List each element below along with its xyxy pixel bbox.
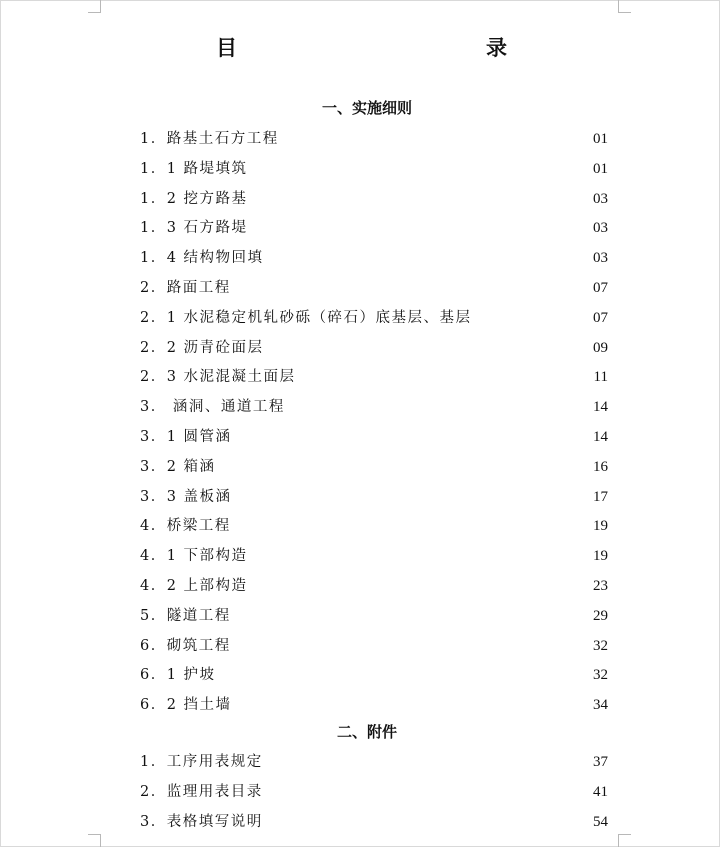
dot-leader: [250, 188, 582, 210]
crop-mark-top-right: [618, 0, 631, 13]
toc-entry[interactable]: [140, 605, 608, 627]
crop-mark-top-left: [88, 0, 101, 13]
toc-entry-label: 5．隧道工程: [140, 607, 231, 624]
toc-entry-label: 3． 涵洞、通道工程: [140, 399, 285, 416]
toc-entry-label: 1．4 结构物回填: [140, 250, 264, 267]
toc-entry-label: 3．3 盖板涵: [140, 488, 232, 505]
toc-entry-page-number: 03: [593, 250, 608, 267]
toc-entry-label: 2．3 水泥混凝土面层: [140, 369, 296, 386]
dot-leader: [233, 277, 582, 299]
dot-leader: [250, 575, 582, 597]
toc-entry-label: 2．路面工程: [140, 280, 231, 296]
dot-leader: [281, 128, 582, 150]
toc-entry-label: 1．2 挖方路基: [140, 190, 248, 207]
toc-entry[interactable]: [140, 486, 608, 508]
toc-entry[interactable]: [140, 664, 608, 686]
dot-leader: [234, 426, 582, 448]
toc-entry-page-number: 54: [593, 813, 608, 830]
dot-leader: [298, 366, 582, 388]
toc-entry[interactable]: [140, 635, 608, 657]
toc-entry[interactable]: [140, 694, 608, 716]
toc-entry-page-number: 29: [593, 607, 608, 624]
toc-entry[interactable]: [140, 158, 608, 180]
dot-leader: [218, 456, 582, 478]
dot-leader: [250, 158, 582, 180]
dot-leader: [233, 515, 582, 537]
dot-leader: [233, 635, 582, 657]
toc-entry-page-number: 07: [593, 280, 608, 296]
dot-leader: [234, 486, 582, 508]
toc-entry[interactable]: [140, 128, 608, 150]
toc-entry-label: 3．表格填写说明: [140, 813, 263, 830]
toc-entry-page-number: 03: [593, 220, 608, 237]
title-left-char: 目: [216, 36, 237, 60]
toc-entry-label: 2．1 水泥稳定机轧砂砾（碎石）底基层、基层: [140, 309, 472, 326]
toc-entry[interactable]: [140, 781, 608, 803]
toc-entry-page-number: 34: [593, 697, 608, 714]
toc-entry-page-number: 01: [593, 131, 608, 147]
dot-leader: [250, 217, 582, 239]
dot-leader: [265, 781, 582, 803]
toc-entry-page-number: 32: [593, 637, 608, 654]
toc-entry[interactable]: [140, 575, 608, 597]
toc-entry[interactable]: [140, 277, 608, 299]
dot-leader: [233, 605, 582, 627]
toc-entry-page-number: 03: [593, 190, 608, 207]
toc-entry[interactable]: [140, 188, 608, 210]
toc-entry[interactable]: [140, 426, 608, 448]
toc-entry[interactable]: [140, 396, 608, 418]
dot-leader: [287, 396, 582, 418]
dot-leader: [266, 247, 582, 269]
toc-entry[interactable]: [140, 337, 608, 359]
toc-entry-page-number: 23: [593, 578, 608, 594]
toc-entry-label: 6．1 护坡: [140, 667, 216, 684]
toc-entry[interactable]: [140, 217, 608, 239]
toc-entry[interactable]: [140, 751, 608, 773]
toc-entry-page-number: 07: [593, 309, 608, 326]
toc-entry-label: 4．2 上部构造: [140, 578, 248, 594]
dot-leader: [265, 811, 582, 833]
toc-entry-page-number: 09: [593, 339, 608, 356]
toc-entry[interactable]: [140, 307, 608, 329]
toc-entry[interactable]: [140, 515, 608, 537]
toc-entry-page-number: 01: [593, 160, 608, 177]
toc-entry-page-number: 14: [593, 399, 608, 416]
toc-entry-label: 6．2 挡土墙: [140, 697, 232, 714]
toc-entry[interactable]: [140, 811, 608, 833]
toc-entry-label: 2．2 沥青砼面层: [140, 339, 264, 356]
crop-mark-bottom-left: [88, 834, 101, 847]
title-right-char: 录: [486, 36, 507, 60]
toc-entry-label: 1．1 路堤填筑: [140, 160, 248, 177]
toc-entry-label: 6．砌筑工程: [140, 637, 231, 654]
dot-leader: [234, 694, 582, 716]
toc-entry[interactable]: [140, 247, 608, 269]
toc-entry-label: 1．工序用表规定: [140, 754, 263, 770]
dot-leader: [266, 337, 582, 359]
toc-entry-label: 3．1 圆管涵: [140, 429, 232, 445]
crop-mark-bottom-right: [618, 834, 631, 847]
toc-entry-page-number: 17: [593, 488, 608, 505]
section-heading-text: 二、附件: [336, 723, 397, 741]
toc-entry-label: 3．2 箱涵: [140, 458, 216, 475]
toc-entry-label: 2．监理用表目录: [140, 783, 263, 800]
dot-leader: [250, 545, 582, 567]
toc-entry-page-number: 19: [593, 548, 608, 565]
toc-entry-page-number: 11: [593, 369, 608, 386]
toc-entry-page-number: 19: [593, 518, 608, 535]
toc-entry[interactable]: [140, 366, 608, 388]
dot-leader: [474, 307, 582, 329]
toc-entry[interactable]: [140, 545, 608, 567]
toc-entry-page-number: 32: [593, 667, 608, 684]
toc-entry-label: 1．路基土石方工程: [140, 131, 279, 147]
toc-entry-page-number: 37: [593, 754, 608, 770]
dot-leader: [265, 751, 582, 773]
toc-entry-page-number: 14: [593, 429, 608, 445]
dot-leader: [218, 664, 582, 686]
section-heading: [0, 97, 720, 118]
toc-entry-page-number: 41: [593, 783, 608, 800]
toc-entry-label: 4．1 下部构造: [140, 548, 248, 565]
toc-entry-label: 1．3 石方路堤: [140, 220, 248, 237]
section-heading-text: 一、实施细则: [321, 99, 412, 117]
toc-entry-page-number: 16: [593, 458, 608, 475]
section-heading: [0, 721, 720, 742]
toc-entry[interactable]: [140, 456, 608, 478]
toc-entry-label: 4．桥梁工程: [140, 518, 231, 535]
